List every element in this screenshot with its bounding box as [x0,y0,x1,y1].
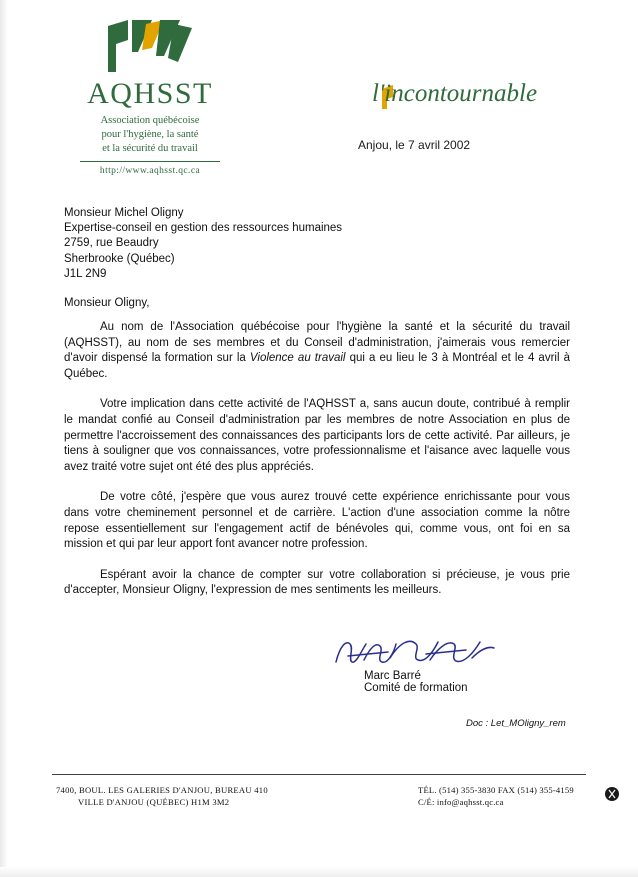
paragraph-text: Au nom de l'Association québécoise pour l'hygiène la santé et la sécurité du travail (AQHSST), au nom de ses membres et du Conseil d'administration, j'aimerais vous remercier d'avoir dispensé la formation sur la [64,321,570,365]
document-reference: Doc : Let_MOligny_rem [466,718,566,729]
footer-email-line: C/É: info@aqhsst.qc.ca [418,797,504,807]
footer-contact [418,784,574,808]
signature-block [330,636,570,694]
recipient-postal-code: J1L 2N9 [64,267,107,280]
logo-website-url: http://www.aqhsst.qc.ca [99,166,201,177]
footer-address-line-2: VILLE D'ANJOU (QUÉBEC) H1M 3M2 [78,797,230,807]
recipient-name: Monsieur Michel Oligny [64,207,184,219]
scan-edge-bottom [0,867,638,877]
recipient-street: 2759, rue Beaudry [64,237,159,250]
emphasized-text: Violence au travail [249,352,346,365]
paragraph-text: qui a eu lieu le 3 à Montréal et le 4 avril à Québec. [64,352,571,380]
paragraph-text: Votre implication dans cette activité de l'AQHSST a, sans aucun doute, contribué à remplir le mandat confié au Conseil d'administration par les membres de notre Association en plus de permettre l'accroissement des connaissances des participants lors de cette activité. Par ailleurs, je tiens à souligner que vos connaissances, votre professionnalisme et l'aisance avec laquelle vous avez traité votre sujet ont été des plus appréciés. [64,398,570,473]
organization-logo [50,18,250,176]
signer-name: Marc Barré [364,670,421,682]
handwritten-signature-icon [330,636,570,670]
letter-paragraph [64,490,570,552]
letterhead [0,0,638,190]
logo-subtitle-line-1: Association québécoise [100,114,200,126]
letter-paragraph [64,397,570,475]
salutation: Monsieur Oligny, [64,297,150,309]
letter-paragraph [64,320,570,382]
footer-address-line-1: 7400, BOUL. LES GALERIES D'ANJOU, BUREAU 410 [56,785,268,795]
logo-acronym: AQHSST [87,77,213,110]
recipient-role: Expertise-conseil en gestion des ressources humaines [64,222,343,235]
paragraph-text: Espérant avoir la chance de compter sur votre collaboration si précieuse, je vous prie d'accepter, Monsieur Oligny, l'expression de mes sentiments les meilleurs. [64,568,570,597]
logo-subtitle-line-3: et la sécurité du travail [102,142,198,154]
logo-subtitle-line-2: pour l'hygiène, la santé [101,128,199,140]
letter-body [64,320,570,614]
logo-subtitle [50,114,250,157]
footer-address [56,784,268,808]
signer-title: Comité de formation [364,682,468,694]
registered-mark-icon [604,786,620,807]
slogan-text: l'incontournable [372,80,538,107]
footer-phone-line: TÉL. (514) 355-3830 FAX (514) 355-4159 [418,785,574,795]
recipient-address [64,206,342,282]
date-line: Anjou, le 7 avril 2002 [358,138,471,152]
recipient-city: Sherbrooke (Québec) [64,252,175,265]
letter-paragraph [64,568,570,599]
footer-divider [52,774,586,775]
aqhsst-logo-icon [102,18,198,74]
logo-divider [80,161,220,162]
paragraph-text: De votre côté, j'espère que vous aurez trouvé cette expérience enrichissante pour vous dans votre cheminement personnel et de carrière. L'action d'une association comme la nôtre repose essentiellement sur l'engagement actif de bénévoles qui, comme vous, ont foi en sa mission et qui par leur apport font avancer notre profession. [64,491,570,551]
